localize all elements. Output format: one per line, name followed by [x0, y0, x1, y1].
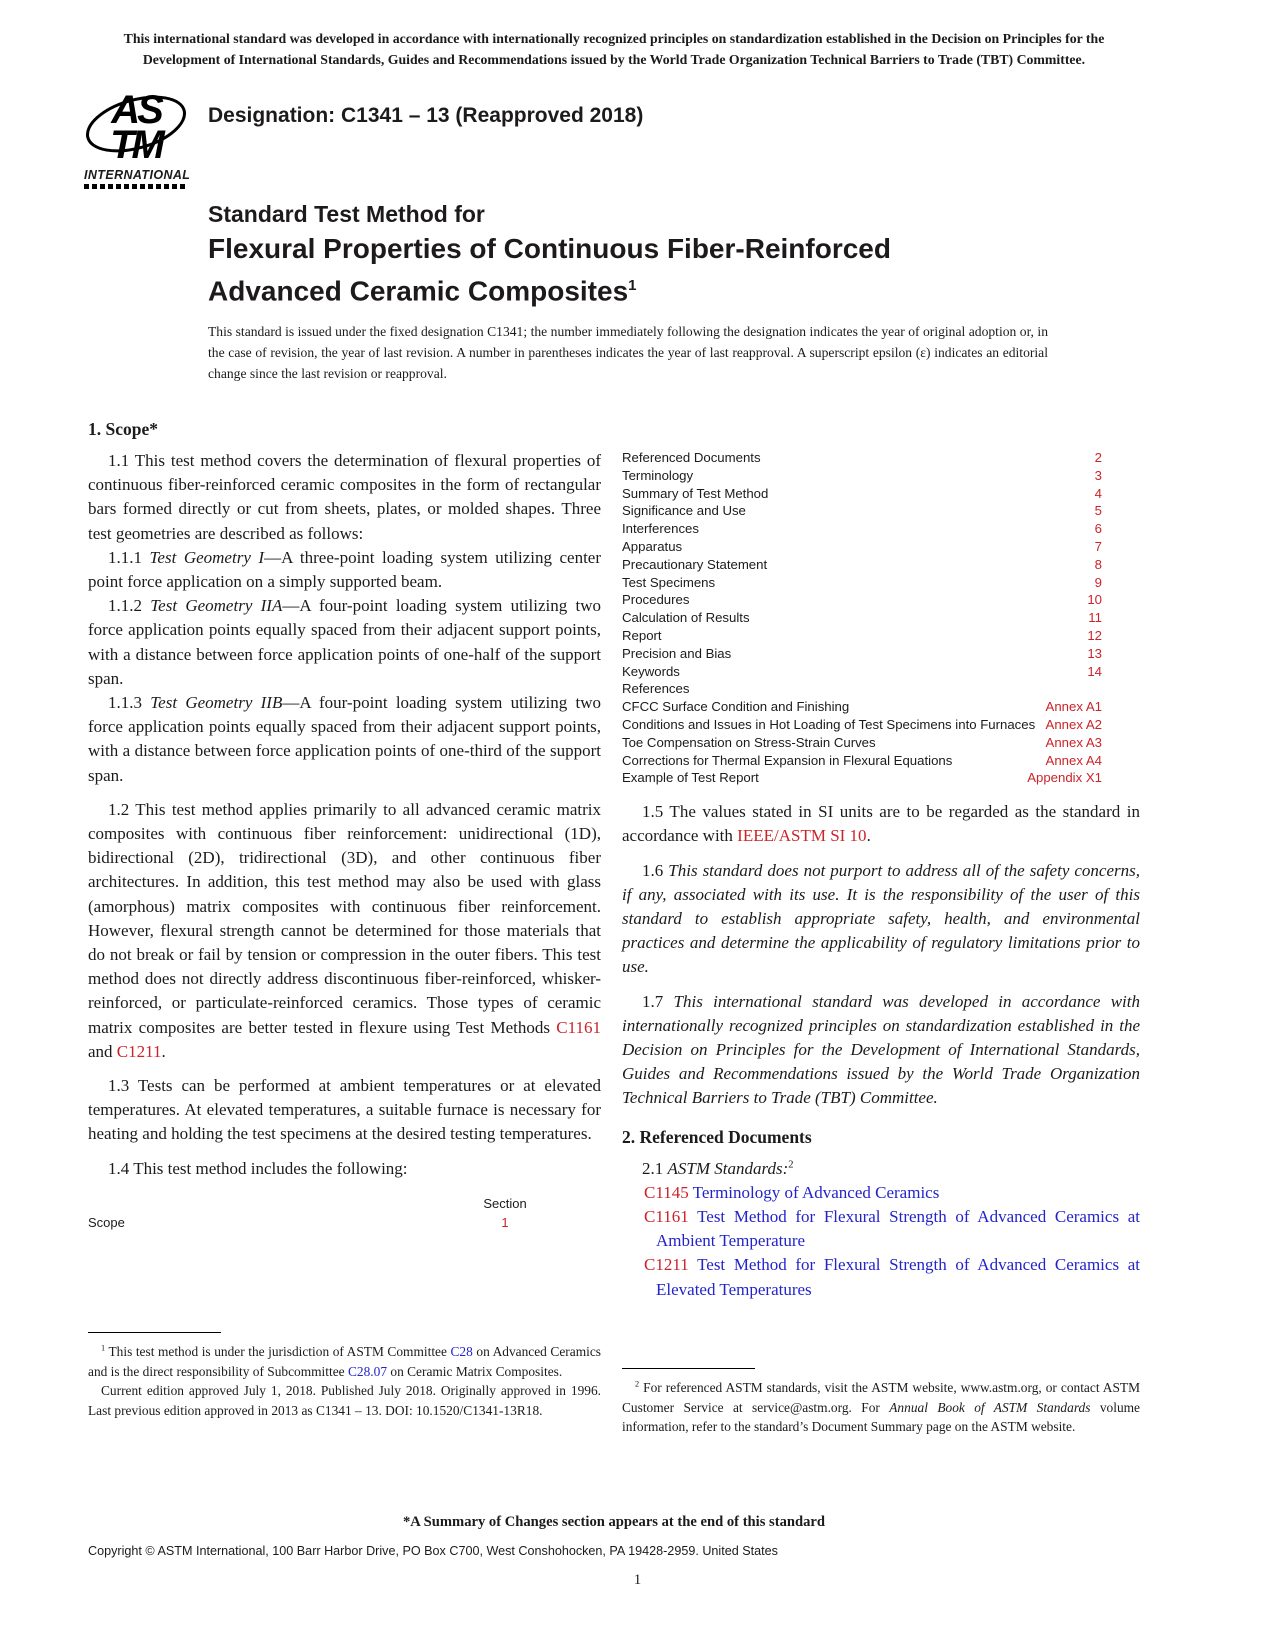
astm-logo-subtext: INTERNATIONAL — [84, 168, 191, 182]
inline-link[interactable]: Test Method for Flexural Strength of Advanced Ceramics at Ambient Temperature — [656, 1206, 1140, 1251]
page-number: 1 — [633, 1572, 642, 1588]
scope-table-row-label: Scope — [88, 1214, 125, 1230]
toc-row — [622, 769, 1102, 787]
scope-section-table — [88, 1196, 601, 1236]
paragraph-1-6: 1.6 This standard does not purport to address all of the safety concerns, if any, associated with its use. It is the responsibility of the user of this standard to establish appropriate safety, health, and environmental practices and determine the applicability of regulatory limitations prior to use. — [622, 860, 1141, 977]
title-kicker: Standard Test Method for — [208, 201, 485, 227]
paragraph-1-1-3: 1.1.3 Test Geometry IIB—A four-point loading system utilizing two force application points equally spaced from their adjacent support points, with a distance between force application points of one-third of the support span. — [88, 693, 602, 785]
toc-row-section-link[interactable]: Annex A2 — [1045, 716, 1102, 732]
paragraph-1-1: 1.1 This test method covers the determination of flexural properties of continuous fiber-reinforced ceramic composites in the form of rectangular bars formed directly or cut from sheets, plates, or molded shapes. Three test geometries are described as follows: — [88, 451, 601, 543]
svg-text:TM: TM — [110, 123, 162, 162]
toc-row-label: Test Specimens — [622, 574, 716, 590]
toc-row-section-link[interactable]: Annex A3 — [1045, 734, 1102, 750]
inline-link[interactable]: IEEE/ASTM SI 10 — [737, 826, 867, 846]
referenced-standard-item — [622, 1181, 1140, 1205]
paragraph-1-2: 1.2 This test method applies primarily to all advanced ceramic matrix composites with continuous fiber reinforcement: unidirectional (1D), bidirectional (2D), tridirectional (3D), and other continuous fiber architectures. In addition, this test method may also be used with glass (amorphous) matrix composites with continuous fiber reinforcement. However, flexural strength cannot be determined for those materials that do not break or fail by tension or compression in the outer fibers. This test method does not directly address discontinuous fiber-reinforced, whisker-reinforced, or particulate-reinforced ceramics. Those types of ceramic matrix composites are better tested in flexure using Test Methods C1161 and C1211. — [88, 799, 601, 1061]
toc-row — [622, 520, 1102, 538]
toc-row-label: References — [622, 681, 690, 697]
title-footnote-ref[interactable]: 1 — [628, 277, 637, 294]
astm-logo — [84, 86, 196, 189]
toc-row-section-link[interactable]: 13 — [1087, 645, 1102, 661]
title-main-line1: Flexural Properties of Continuous Fiber-Reinforced — [208, 233, 891, 264]
toc-row — [622, 485, 1102, 503]
toc-row — [622, 645, 1102, 663]
toc-row-label: Toe Compensation on Stress-Strain Curves — [622, 734, 876, 750]
inline-link[interactable]: C1211 — [116, 1041, 162, 1061]
toc-row-section-link[interactable]: 6 — [1094, 521, 1102, 537]
scope-table-header: Section — [483, 1195, 527, 1211]
toc-row-label: Procedures — [622, 592, 690, 608]
inline-link[interactable]: C1211 — [644, 1255, 689, 1275]
toc-row-section-link[interactable]: 9 — [1094, 574, 1102, 590]
inline-link[interactable]: Test Method for Flexural Strength of Advanced Ceramics at Elevated Temperatures — [656, 1255, 1140, 1299]
toc-list — [622, 449, 1140, 787]
toc-row — [622, 663, 1102, 681]
left-footnote-block — [88, 1332, 601, 1420]
issued-note: This standard is issued under the fixed designation C1341; the number immediately following the designation indicates the year of original adoption or, in the case of revision, the year of last revision. A number in parentheses indicates the year of last reapproval. A superscript epsilon (ε) indicates an editorial change since the last revision or reapproval. — [208, 324, 1048, 381]
toc-row-label: Corrections for Thermal Expansion in Flexural Equations — [622, 752, 953, 768]
toc-row-section-link[interactable]: 10 — [1087, 592, 1102, 608]
section-1-heading: 1. Scope* — [88, 419, 158, 439]
paragraph-1-1-1: 1.1.1 Test Geometry I—A three-point loading system utilizing center point force application on a simply supported beam. — [88, 547, 602, 592]
referenced-standards-list — [622, 1181, 1140, 1302]
footnote-2: $^2$ For referenced ASTM standards, visit the ASTM website, www.astm.org, or contact ASTM Customer Service at service@astm.org. For Annual Book of ASTM Standards volume information, refer to the standard’s Document Summary page on the ASTM website. — [622, 1379, 1141, 1435]
toc-row-label: Interferences — [622, 521, 699, 537]
toc-row-label: Calculation of Results — [622, 610, 750, 626]
toc-row — [622, 698, 1102, 716]
copyright-line: Copyright © ASTM International, 100 Barr Harbor Drive, PO Box C700, West Conshohocken, PA 19428-2959. United States — [88, 1544, 778, 1558]
right-column — [622, 419, 1140, 1302]
toc-row-section-link[interactable]: 2 — [1094, 450, 1102, 465]
paragraph-1-7: 1.7 This international standard was developed in accordance with internationally recognized principles on standardization established in the Decision on Principles for the Development of International Standards, Guides and Recommendations issued by the World Trade Organization Technical Barriers to Trade (TBT) Committee. — [622, 991, 1140, 1108]
left-column — [88, 419, 601, 1236]
referenced-standard-item — [622, 1253, 1140, 1301]
toc-row — [622, 609, 1102, 627]
inline-link[interactable]: Terminology of Advanced Ceramics — [692, 1182, 940, 1202]
toc-row-section-link[interactable]: Annex A1 — [1045, 699, 1102, 715]
toc-row — [622, 556, 1102, 574]
toc-row-label: Conditions and Issues in Hot Loading of Test Specimens into Furnaces — [622, 716, 1036, 732]
toc-row — [622, 449, 1102, 467]
footnote-rule-right — [622, 1368, 755, 1369]
astm-logo-stripes — [84, 184, 188, 189]
toc-row-section-link[interactable]: 7 — [1094, 538, 1102, 554]
svg-text:AS: AS — [111, 88, 161, 132]
paragraph-1-3: 1.3 Tests can be performed at ambient temperatures or at elevated temperatures. At elevated temperatures, a suitable furnace is necessary for heating and holding the test specimens at the desired testing temperatures. — [88, 1076, 601, 1144]
toc-row-section-link[interactable]: 3 — [1094, 467, 1102, 483]
international-standard-note: This international standard was developed in accordance with internationally recognized principles on standardization established in the Decision on Principles for the Development of International Standards, Guides and Recommendations issued by the World Trade Organization Technical Barriers to Trade (TBT) Committee. — [123, 31, 1105, 67]
inline-link[interactable]: C1161 — [644, 1206, 689, 1226]
title-main-line2-text: Advanced Ceramic Composites — [208, 275, 629, 307]
toc-row — [622, 538, 1102, 556]
toc-row-label: Referenced Documents — [622, 450, 761, 465]
toc-row — [622, 716, 1102, 734]
toc-row-label: CFCC Surface Condition and Finishing — [622, 699, 850, 715]
toc-row-label: Report — [622, 627, 662, 643]
toc-row-section-link[interactable]: 12 — [1087, 627, 1102, 643]
referenced-standard-item — [622, 1205, 1140, 1253]
document-title — [208, 199, 891, 309]
right-footnote-block — [622, 1368, 1140, 1437]
title-main-line2 — [208, 267, 891, 309]
toc-row-section-link[interactable]: 5 — [1094, 503, 1102, 519]
summary-of-changes-note: *A Summary of Changes section appears at the end of this standard — [402, 1514, 826, 1530]
inline-link[interactable]: C28.07 — [347, 1363, 388, 1379]
toc-row — [622, 467, 1102, 485]
paragraph-2-1: 2.1 ASTM Standards:$^2$ — [642, 1158, 794, 1178]
paragraph-1-5: 1.5 The values stated in SI units are to be regarded as the standard in accordance with IEEE/ASTM SI 10. — [622, 802, 1140, 846]
scope-table-row-link[interactable]: 1 — [501, 1214, 509, 1230]
toc-row — [622, 627, 1102, 645]
designation-line: Designation: C1341 – 13 (Reapproved 2018) — [208, 104, 644, 127]
astm-logo-mark — [84, 86, 188, 162]
toc-row-label: Summary of Test Method — [622, 485, 769, 501]
toc-row — [622, 591, 1102, 609]
toc-row-label: Apparatus — [622, 538, 683, 554]
toc-row-label: Keywords — [622, 663, 680, 679]
toc-row-section-link[interactable]: 4 — [1094, 485, 1102, 501]
inline-link[interactable]: C28 — [450, 1344, 473, 1359]
inline-link[interactable]: C1161 — [556, 1017, 601, 1037]
toc-row-label: Example of Test Report — [622, 770, 759, 786]
toc-row-section-link[interactable]: 11 — [1088, 610, 1102, 626]
toc-row — [622, 680, 1102, 698]
section-2-heading: 2. Referenced Documents — [622, 1126, 812, 1147]
toc-row-section-link[interactable]: Appendix X1 — [1027, 770, 1102, 786]
toc-row-section-link[interactable]: Annex A4 — [1045, 752, 1102, 768]
footnote-rule-left — [88, 1332, 221, 1333]
toc-row-label: Precision and Bias — [622, 645, 732, 661]
paragraph-1-1-2: 1.1.2 Test Geometry IIA—A four-point loading system utilizing two force application points equally spaced from their adjacent support points, with a distance between force application points of one-half of the support span. — [88, 596, 602, 688]
toc-row-label: Precautionary Statement — [622, 556, 768, 572]
toc-row — [622, 734, 1102, 752]
toc-row-section-link[interactable]: 14 — [1087, 663, 1102, 679]
toc-row-label: Significance and Use — [622, 503, 746, 519]
toc-row-label: Terminology — [622, 467, 694, 483]
inline-link[interactable]: C1145 — [644, 1182, 689, 1202]
toc-row — [622, 752, 1102, 770]
toc-row — [622, 502, 1102, 520]
toc-row — [622, 574, 1102, 592]
paragraph-1-4: 1.4 This test method includes the following: — [108, 1158, 408, 1178]
footnote-1-edition: Current edition approved July 1, 2018. Published July 2018. Originally approved in 1996. Last previous edition approved in 2013 as C1341 – 13. DOI: 10.1520/C1341-13R18. — [88, 1383, 601, 1418]
footnote-1: $^1$ This test method is under the jurisdiction of ASTM Committee C28 on Advanced Ceramics and is the direct responsibility of Subcommittee C28.07 on Ceramic Matrix Composites. — [88, 1343, 601, 1379]
toc-row-section-link[interactable]: 8 — [1094, 556, 1102, 572]
